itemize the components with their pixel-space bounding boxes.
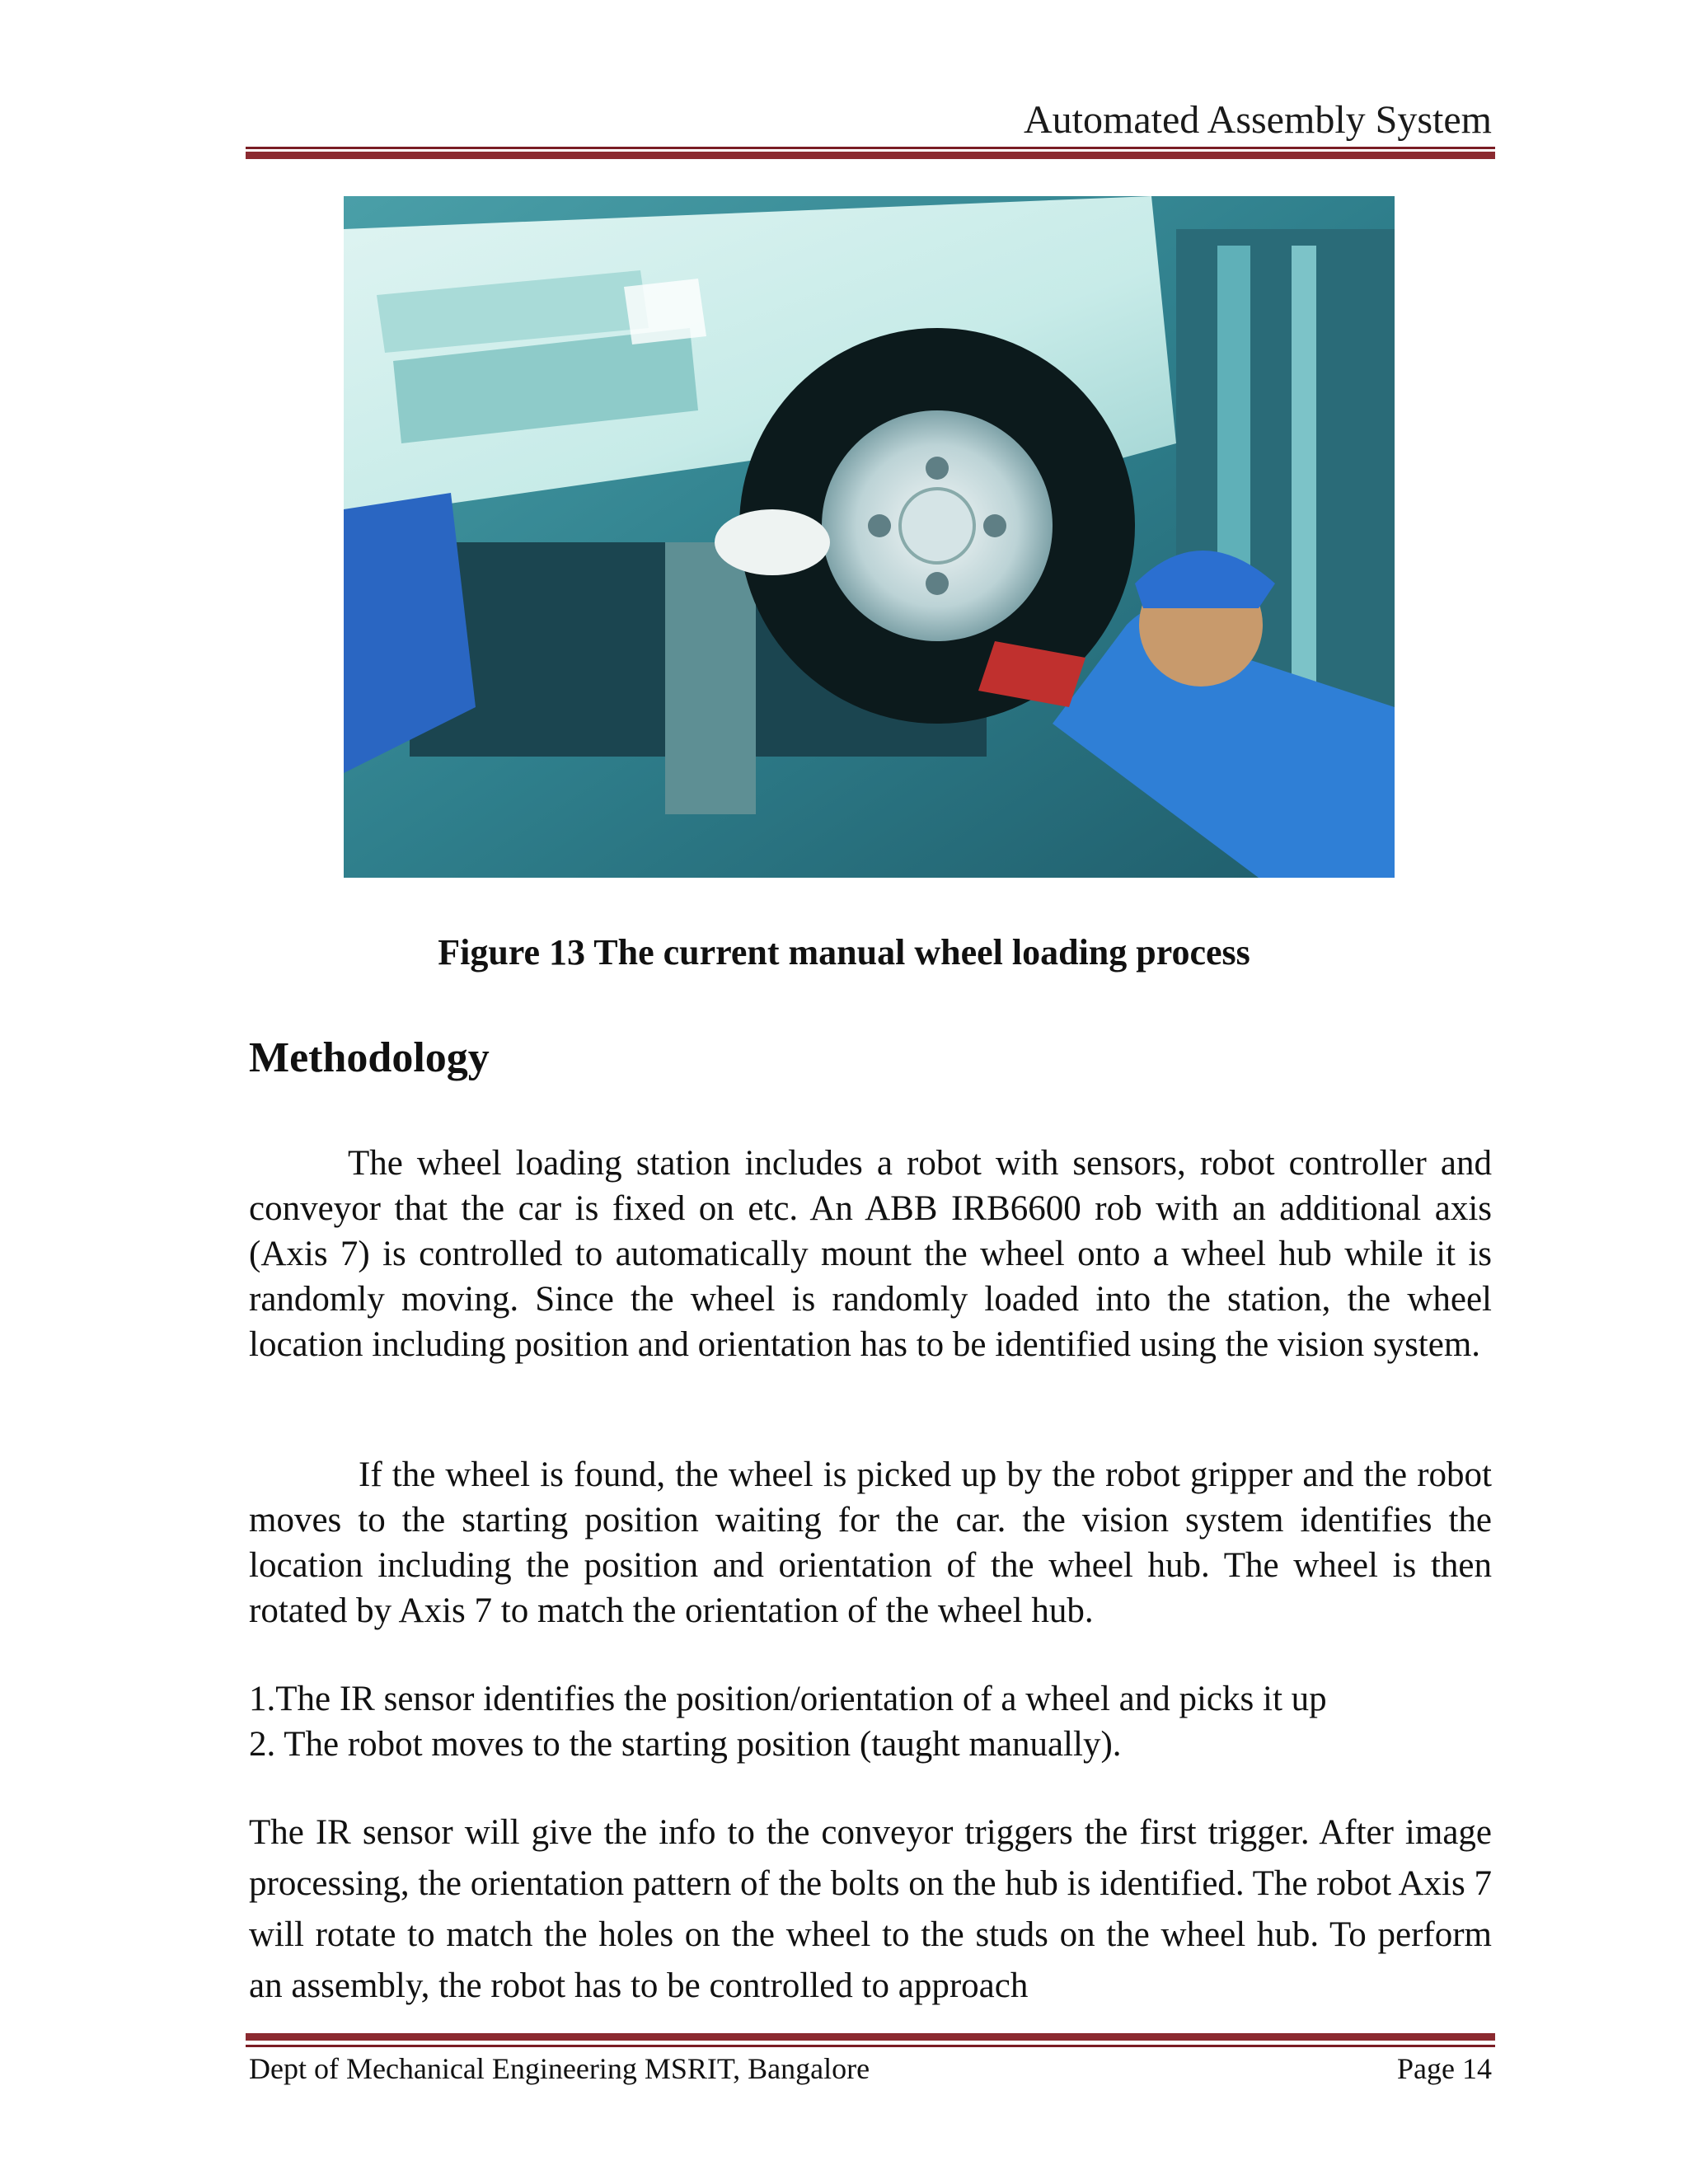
footer-rule-thick bbox=[246, 2033, 1495, 2041]
paragraph-2: If the wheel is found, the wheel is picked up by the robot gripper and the robot moves to the starting position waiting for the car. the vision system identifies the location including the position and orientation of the wheel hub. The wheel is then rotated by Axis 7 to match the orientation of the wheel hub. bbox=[249, 1455, 1492, 1630]
list-item-2: 2. The robot moves to the starting position (taught manually). bbox=[249, 1725, 1122, 1764]
footer-page-number: Page 14 bbox=[1397, 2052, 1492, 2085]
header-rule-thin bbox=[246, 147, 1495, 149]
footer-rule-thin bbox=[246, 2045, 1495, 2047]
section-heading: Methodology bbox=[249, 1034, 490, 1081]
figure-photo-wheel-loading bbox=[344, 196, 1395, 878]
closing-paragraph: The IR sensor will give the info to the conveyor triggers the first trigger. After image processing, the orientation pattern of the bolts on the hub is identified. The robot Axis 7 will rotate to match the holes on the wheel to the studs on the wheel hub. To perform an assembly, the robot has to be controlled to approach bbox=[249, 1813, 1492, 2005]
paragraph-1: The wheel loading station includes a robot with sensors, robot controller and conveyor that the car is fixed on etc. An ABB IRB6600 rob with an additional axis (Axis 7) is controlled to automatically mount the wheel onto a wheel hub while it is randomly moving. Since the wheel is randomly loaded into the station, the wheel location including position and orientation has to be identified using the vision system. bbox=[249, 1144, 1492, 1364]
footer-department: Dept of Mechanical Engineering MSRIT, Bangalore bbox=[249, 2052, 870, 2085]
header-title: Automated Assembly System bbox=[1024, 98, 1492, 142]
list-item-1: 1.The IR sensor identifies the position/orientation of a wheel and picks it up bbox=[249, 1680, 1327, 1718]
header-rule-thick bbox=[246, 152, 1495, 159]
figure-caption: Figure 13 The current manual wheel loading process bbox=[438, 932, 1250, 972]
